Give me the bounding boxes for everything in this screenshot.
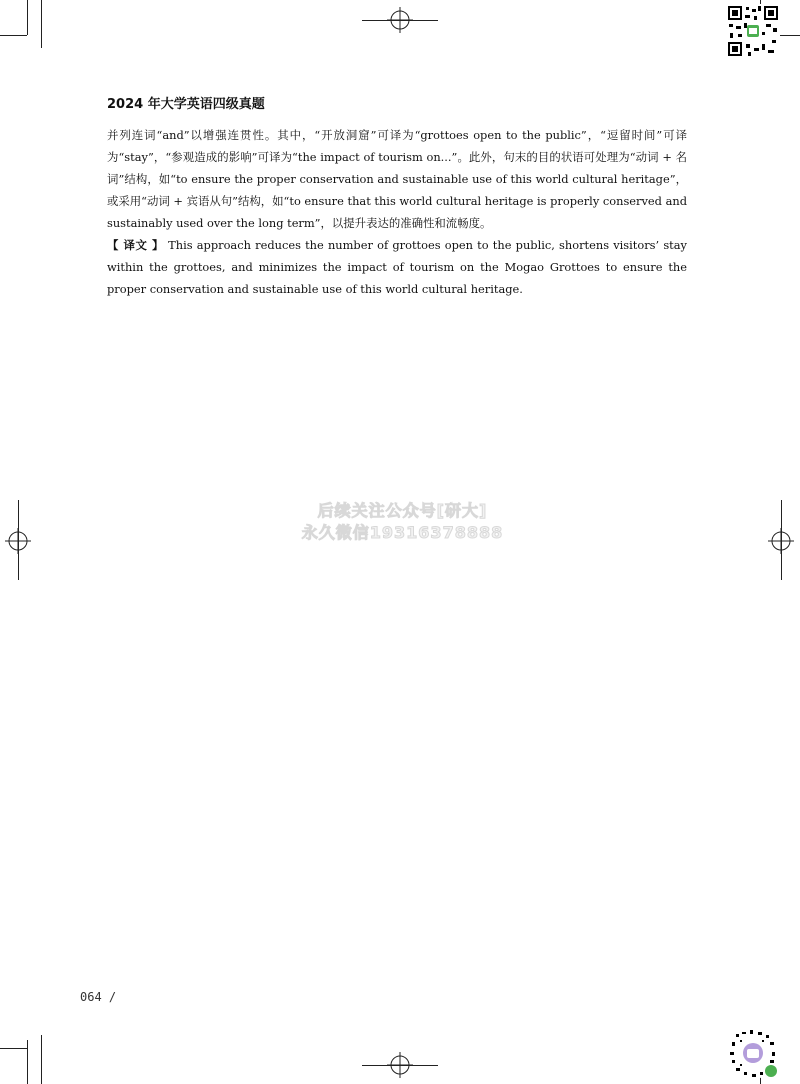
translation-label: 【 译文 】 [107,238,164,252]
crop-mark [0,1048,27,1049]
qr-code-icon [726,1026,780,1080]
watermark-line: 后续关注公众号[研大] [317,501,488,520]
crop-mark [27,0,28,35]
crop-mark [41,1035,42,1084]
crop-mark [362,1065,438,1066]
crop-mark [41,0,42,48]
translation-text: This approach reduces the number of grottoes open to the public, shortens visitors’ stay within the grottoes, and minimizes the impact of tourism on the Mogao Grottoes to ensure the proper conservation and sustainable use of this world cultural heritage. [107,238,687,296]
qr-code-icon [726,4,780,58]
section-title: 2024 年大学英语四级真题 [107,97,265,112]
crop-mark [362,20,438,21]
crop-mark [0,35,27,36]
crop-mark [27,1040,28,1084]
crop-mark [18,500,19,580]
crop-mark [781,500,782,580]
translation-paragraph [107,234,687,300]
watermark-line: 永久微信19316378888 [301,523,504,542]
analysis-paragraph: 并列连词“and”以增强连贯性。其中，“开放洞窟”可译为“grottoes open to the public”，“逗留时间”可译为“stay”，“参观造成的影响”可译为“the impact of tourism on...”。此外，句末的目的状语可处理为“动词 + 名词”结构，如“to ensure the proper conservation and sustainable use of this world cultural heritage”，或采用“动词 + 宾语从句”结构，如“to ensure that this world cultural heritage is properly conserved and sustainably used over the long term”，以提升表达的准确性和流畅度。 [107,128,687,230]
watermark [300,500,505,544]
page-number: 064 / [80,990,117,1004]
main-content [107,124,687,300]
